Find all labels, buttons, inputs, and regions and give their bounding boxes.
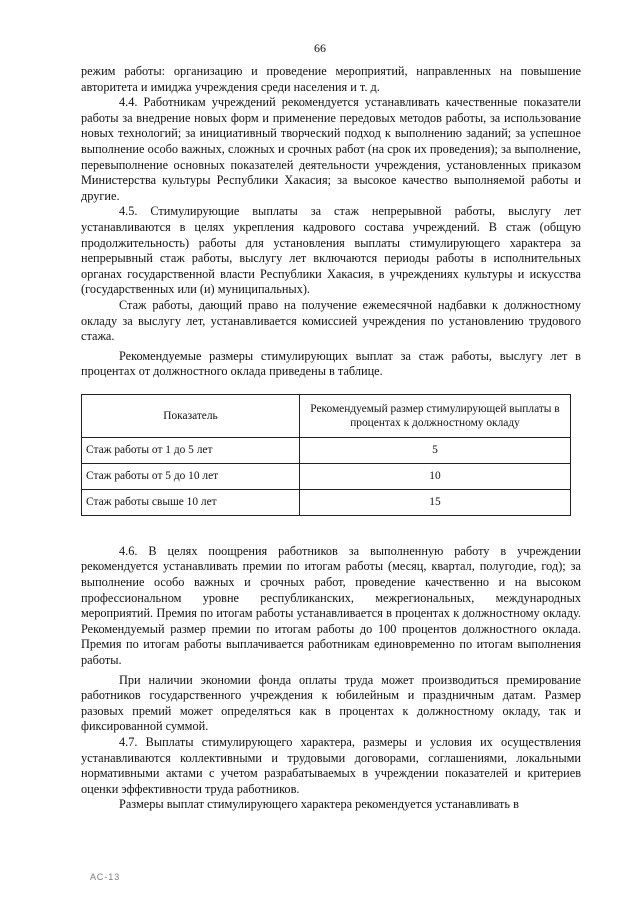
paragraph-table-intro: Рекомендуемые размеры стимулирующих выплат за стаж работы, выслугу лет в процентах от должностного оклада приведены в таблице. bbox=[81, 348, 581, 379]
paragraph-seniority-commission: Стаж работы, дающий право на получение ежемесячной надбавки к должностному окладу за выслугу лет, устанавливается комиссией учреждения по установлению трудового стажа. bbox=[81, 297, 581, 344]
paragraph-4-7: 4.7. Выплаты стимулирующего характера, размеры и условия их осуществления устанавливаются коллективными и трудовыми договорами, соглашениями, локальными нормативными актами с учетом разрабатываемых в учреждении показателей и критериев оценки эффективности труда работников. bbox=[81, 735, 581, 796]
page-number: 66 bbox=[314, 41, 326, 55]
paragraph-bonus-savings: При наличии экономии фонда оплаты труда может производиться премирование работников государственного учреждения к юбилейным и праздничным датам. Размер разовых премий может определяться как в процентах к должностному окладу, так и фиксированной суммой. bbox=[81, 672, 581, 734]
row-value: 15 bbox=[300, 489, 571, 515]
seniority-rates-table bbox=[81, 394, 571, 516]
header-recommended-rate: Рекомендуемый размер стимулирующей выплаты в процентах к должностному окладу bbox=[300, 394, 571, 437]
row-indicator: Стаж работы свыше 10 лет bbox=[82, 489, 300, 515]
footer-document-code: АС-13 bbox=[90, 872, 121, 882]
paragraph-continuation: режим работы: организацию и проведение мероприятий, направленных на повышение авторитета и имиджа учреждения среди населения и т. д. bbox=[81, 64, 581, 94]
row-indicator: Стаж работы от 5 до 10 лет bbox=[82, 463, 300, 489]
rates-table-wrapper bbox=[81, 394, 581, 516]
table-row bbox=[82, 489, 571, 515]
table-row bbox=[82, 463, 571, 489]
table-row bbox=[82, 437, 571, 463]
document-body bbox=[81, 64, 581, 813]
row-value: 10 bbox=[300, 463, 571, 489]
paragraph-rates-continuation: Размеры выплат стимулирующего характера рекомендуется устанавливать в bbox=[119, 797, 519, 812]
row-indicator: Стаж работы от 1 до 5 лет bbox=[82, 437, 300, 463]
header-indicator: Показатель bbox=[82, 394, 300, 437]
row-value: 5 bbox=[300, 437, 571, 463]
paragraph-4-6: 4.6. В целях поощрения работников за выполненную работу в учреждении рекомендуется устанавливать премии по итогам работы (месяц, квартал, полугодие, год); за выполнение особо важных и срочных работ, проведение качественно и на высоком профессиональном уровне республиканских, межрегиональных, международных мероприятий. Премия по итогам работы устанавливается в процентах к должностному окладу. Рекомендуемый размер премии по итогам работы до 100 процентов должностного оклада. Премия по итогам работы выплачивается работникам единовременно по итогам выполнения работы. bbox=[81, 543, 581, 668]
paragraph-4-5: 4.5. Стимулирующие выплаты за стаж непрерывной работы, выслугу лет устанавливаются в целях укрепления кадрового состава учреждений. В стаж (общую продолжительность) работы для установления выплаты стимулирующего характера за непрерывный стаж работы, выслугу лет включаются периоды работы в исполнительных органах государственной власти Республики Хакасия, в учреждениях культуры и искусства (государственных или (и) муниципальных). bbox=[81, 204, 581, 297]
table-header-row bbox=[82, 394, 571, 437]
paragraph-4-4: 4.4. Работникам учреждений рекомендуется устанавливать качественные показатели работы за внедрение новых форм и применение передовых методов работы, за использование новых технологий; за инициативный творческий подход к выполнению заданий; за успешное выполнение особо важных, сложных и срочных работ (на срок их проведения); за выполнение, перевыполнение основных показателей деятельности учреждения, установленных приказом Министерства культуры Республики Хакасия; за высокое качество выполняемой работы и другие. bbox=[81, 95, 581, 203]
